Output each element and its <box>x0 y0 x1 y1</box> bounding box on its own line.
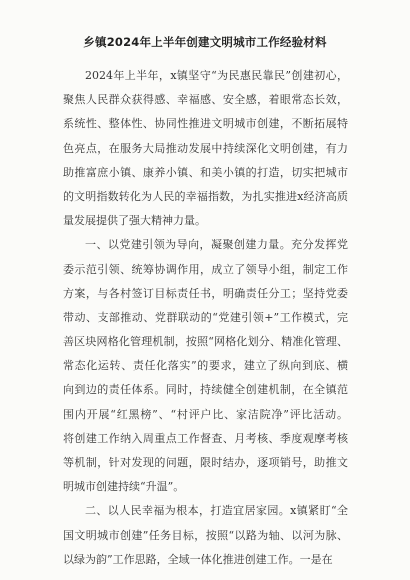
paragraph-line: 色亮点，在服务大局推动发展中持续深化文明创建，有力 <box>63 141 348 155</box>
paragraph-line: 常态化运转、责任化落实”的要求，建立了纵向到底、横 <box>63 359 348 373</box>
paragraph-line: 等机制，针对发现的问题，限时结办，逐项销号，助推文 <box>63 456 348 469</box>
paragraph-line: 以绿为韵”工作思路，全域一体化推进创建工作。一是在 <box>63 552 333 566</box>
paragraph-line: 方案，与各村签订目标责任书，明确责任分工；坚持党委 <box>63 286 348 300</box>
paragraph-line: 2024年上半年，x镇坚守“为民惠民靠民”创建初心， <box>85 69 348 82</box>
paragraph <box>63 499 348 572</box>
document-title: 乡镇2024年上半年创建文明城市工作经验材料 <box>83 35 327 49</box>
paragraph-line: 围内开展“红黑榜”、“村评户比、家洁院净”评比活动。 <box>63 407 348 421</box>
paragraph-line: 向到边的责任体系。同时，持续健全创建机制，在全镇范 <box>63 383 348 397</box>
paragraph-line: 系统性、整体性、协同性推进文明城市创建，不断拓展特 <box>63 117 348 131</box>
paragraph-line: 聚焦人民群众获得感、幸福感、安全感，着眼常态长效， <box>63 93 348 107</box>
paragraph-line: 将创建工作纳入周重点工作督查、月考核、季度观摩考核 <box>63 431 348 445</box>
paragraph-line: 助推富庶小镇、康养小镇、和美小镇的打造，切实把城市 <box>63 165 348 179</box>
paragraph-line: 二、以人民幸福为根本，打造宜居家园。x镇紧盯“全 <box>85 504 348 518</box>
paragraph-line: 国文明城市创建”任务目标，按照“以路为轴、以河为脉、 <box>63 528 348 542</box>
paragraph-line: 的文明指数转化为人民的幸福指数，为扎实推进x经济高质 <box>63 189 348 203</box>
paragraph-line: 善区块网格化管理机制，按照“网格化划分、精准化管理、 <box>63 335 348 349</box>
paragraph-line: 委示范引领、统筹协调作用，成立了领导小组，制定工作 <box>63 262 348 276</box>
paragraph-line: 明城市创建持续“升温”。 <box>63 480 185 494</box>
document-body <box>63 64 348 572</box>
paragraph-line: 量发展提供了强大精神力量。 <box>63 214 206 228</box>
paragraph-line: 带动、支部推动、党群联动的“党建引领+”工作模式，完 <box>63 310 348 324</box>
paragraph <box>63 233 348 499</box>
paragraph <box>63 64 348 233</box>
paragraph-line: 一、以党建引领为导向，凝聚创建力量。充分发挥党 <box>85 238 348 252</box>
